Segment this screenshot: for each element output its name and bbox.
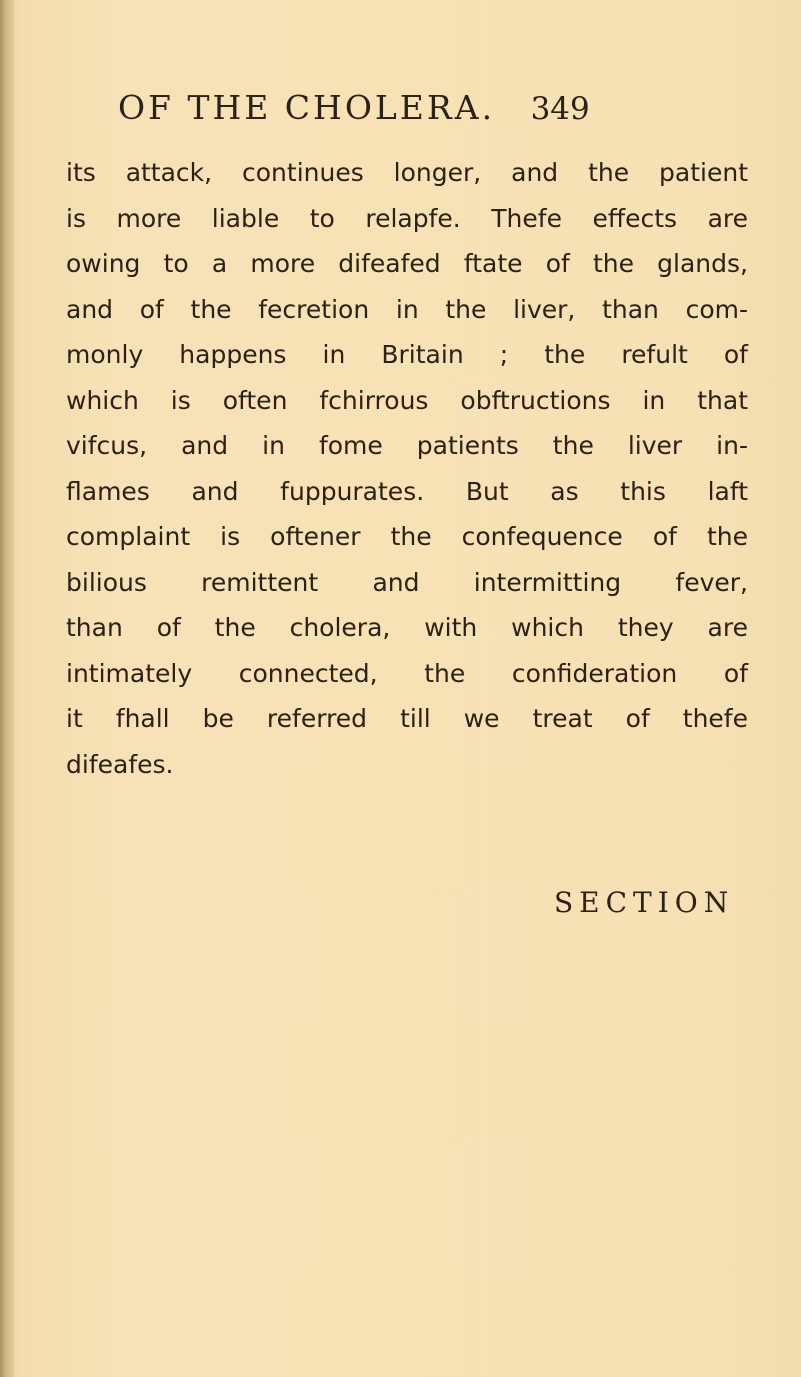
page-gutter [0,0,14,1377]
text-line: which is often fchirrous obftructions in that [66,385,748,415]
text-line: monly happens in Britain ; the refult of [66,340,748,369]
text-line: than of the cholera, with which they are [66,613,748,642]
text-line: intimately connected, the confideration of [66,658,748,688]
text-line: bilious remittent and intermitting fever, [66,567,748,597]
running-head [118,88,638,132]
text-line: complaint is oftener the confequence of the [66,522,748,551]
running-head-title: OF THE CHOLERA. [118,88,496,127]
text-line: difeafes. [66,749,174,779]
text-line: its attack, continues longer, and the patient [66,158,748,187]
text-line: it fhall be referred till we treat of thefe [66,704,748,733]
text-line: and of the fecretion in the liver, than com- [66,294,748,324]
catchword: SECTION [554,886,735,919]
text-line: flames and fuppurates. But as this laft [66,476,748,506]
text-line: owing to a more difeafed ftate of the glands, [66,249,748,278]
body-paragraph [66,150,748,787]
page-number: 349 [530,91,590,127]
text-line: is more liable to relapfe. Thefe effects are [66,203,748,233]
text-line: vifcus, and in fome patients the liver in- [66,431,748,460]
